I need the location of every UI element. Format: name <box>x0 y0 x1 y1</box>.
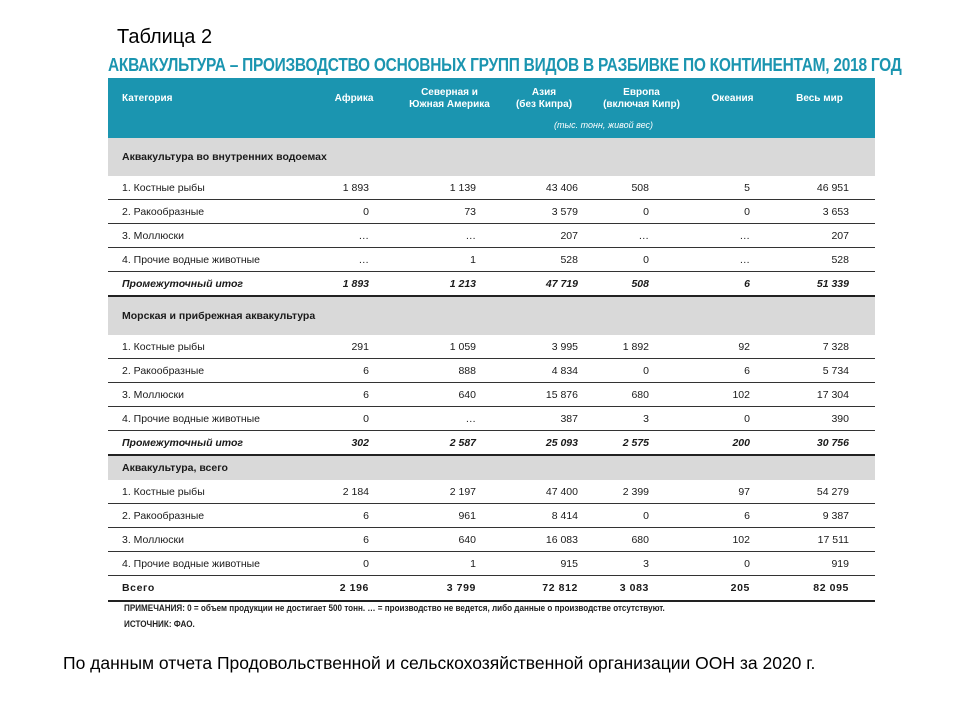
cell-asia: 915 <box>506 552 582 576</box>
cell-europe: 0 <box>582 359 701 383</box>
cell-world: 390 <box>764 407 875 431</box>
cell-africa: 2 196 <box>315 576 393 602</box>
cell-oceania: 200 <box>701 431 764 456</box>
cell-oceania: 5 <box>701 176 764 200</box>
cell-americas: 2 587 <box>393 431 506 456</box>
header-americas <box>393 78 506 120</box>
cell-category: 4. Прочие водные животные <box>108 552 315 576</box>
cell-category: 1. Костные рыбы <box>108 176 315 200</box>
cell-africa: … <box>315 248 393 272</box>
section-title: Аквакультура во внутренних водоемах <box>108 138 875 176</box>
cell-category: Промежуточный итог <box>108 272 315 297</box>
cell-category: 4. Прочие водные животные <box>108 407 315 431</box>
cell-oceania: … <box>701 248 764 272</box>
cell-americas: 1 139 <box>393 176 506 200</box>
table-row <box>108 480 875 504</box>
header-asia <box>506 78 582 120</box>
cell-africa: 0 <box>315 407 393 431</box>
cell-world: 17 511 <box>764 528 875 552</box>
cell-africa: 291 <box>315 335 393 359</box>
cell-oceania: 6 <box>701 504 764 528</box>
cell-category: 2. Ракообразные <box>108 359 315 383</box>
cell-africa: 0 <box>315 552 393 576</box>
units-row <box>108 120 875 138</box>
cell-category: 3. Моллюски <box>108 528 315 552</box>
table-row <box>108 176 875 200</box>
footer-caption: По данным отчета Продовольственной и сельскохозяйственной организации ООН за 2020 г. <box>63 653 816 673</box>
cell-asia: 25 093 <box>506 431 582 456</box>
cell-africa: 6 <box>315 383 393 407</box>
cell-asia: 15 876 <box>506 383 582 407</box>
cell-asia: 3 579 <box>506 200 582 224</box>
header-americas-line2: Южная Америка <box>409 99 490 110</box>
cell-oceania: 102 <box>701 383 764 407</box>
cell-oceania: 0 <box>701 200 764 224</box>
header-asia-line1: Азия <box>531 87 557 98</box>
cell-world: 30 756 <box>764 431 875 456</box>
section-header-marine <box>108 296 875 335</box>
cell-world: 528 <box>764 248 875 272</box>
table-row <box>108 200 875 224</box>
cell-europe: 508 <box>582 176 701 200</box>
cell-asia: 207 <box>506 224 582 248</box>
cell-oceania: 0 <box>701 407 764 431</box>
cell-europe: 0 <box>582 200 701 224</box>
table-header-row <box>108 78 875 120</box>
cell-americas: 1 <box>393 248 506 272</box>
cell-category: 1. Костные рыбы <box>108 335 315 359</box>
cell-africa: 1 893 <box>315 272 393 297</box>
cell-europe: … <box>582 224 701 248</box>
header-africa: Африка <box>315 78 393 120</box>
cell-europe: 1 892 <box>582 335 701 359</box>
cell-asia: 72 812 <box>506 576 582 602</box>
cell-europe: 3 083 <box>582 576 701 602</box>
cell-category: 3. Моллюски <box>108 383 315 407</box>
cell-americas: 640 <box>393 383 506 407</box>
source-text: ИСТОЧНИК: ФАО. <box>124 619 195 629</box>
cell-world: 82 095 <box>764 576 875 602</box>
cell-oceania: 0 <box>701 552 764 576</box>
header-europe-line2: (включая Кипр) <box>603 99 680 110</box>
cell-oceania: 102 <box>701 528 764 552</box>
cell-europe: 680 <box>582 528 701 552</box>
table-row <box>108 335 875 359</box>
cell-oceania: 97 <box>701 480 764 504</box>
cell-europe: 2 399 <box>582 480 701 504</box>
table-row <box>108 528 875 552</box>
cell-europe: 0 <box>582 504 701 528</box>
cell-europe: 508 <box>582 272 701 297</box>
cell-africa: … <box>315 224 393 248</box>
cell-world: 207 <box>764 224 875 248</box>
subtotal-row <box>108 431 875 456</box>
cell-category: Промежуточный итог <box>108 431 315 456</box>
table-row <box>108 383 875 407</box>
cell-americas: 73 <box>393 200 506 224</box>
cell-americas: 1 <box>393 552 506 576</box>
table-body <box>108 138 875 601</box>
cell-oceania: 6 <box>701 272 764 297</box>
cell-americas: … <box>393 224 506 248</box>
cell-europe: 3 <box>582 552 701 576</box>
data-table-container <box>108 78 875 602</box>
cell-africa: 2 184 <box>315 480 393 504</box>
slide-label: Таблица 2 <box>117 26 213 48</box>
cell-world: 5 734 <box>764 359 875 383</box>
cell-africa: 6 <box>315 528 393 552</box>
aquaculture-table <box>108 78 875 602</box>
cell-world: 919 <box>764 552 875 576</box>
cell-oceania: … <box>701 224 764 248</box>
header-asia-line2: (без Кипра) <box>515 99 573 110</box>
cell-africa: 1 893 <box>315 176 393 200</box>
cell-world: 46 951 <box>764 176 875 200</box>
cell-americas: 640 <box>393 528 506 552</box>
cell-americas: 961 <box>393 504 506 528</box>
cell-oceania: 205 <box>701 576 764 602</box>
cell-asia: 8 414 <box>506 504 582 528</box>
cell-americas: 2 197 <box>393 480 506 504</box>
cell-world: 17 304 <box>764 383 875 407</box>
cell-asia: 16 083 <box>506 528 582 552</box>
cell-asia: 4 834 <box>506 359 582 383</box>
units-spacer <box>108 120 506 138</box>
cell-americas: 1 213 <box>393 272 506 297</box>
cell-europe: 0 <box>582 248 701 272</box>
cell-category: 1. Костные рыбы <box>108 480 315 504</box>
notes-text: ПРИМЕЧАНИЯ: 0 = объем продукции не достигает 500 тонн. … = производство не ведется, либо данные о производстве отсутствуют. <box>124 603 665 613</box>
cell-europe: 680 <box>582 383 701 407</box>
header-europe-line1: Европа <box>623 87 660 98</box>
cell-asia: 387 <box>506 407 582 431</box>
header-americas-line1: Северная и <box>421 87 478 98</box>
section-header-inland <box>108 138 875 176</box>
units-spacer-right <box>701 120 875 138</box>
cell-africa: 6 <box>315 504 393 528</box>
table-title: АКВАКУЛЬТУРА – ПРОИЗВОДСТВО ОСНОВНЫХ ГРУПП ВИДОВ В РАЗБИВКЕ ПО КОНТИНЕНТАМ, 2018 ГОД <box>108 55 902 75</box>
cell-africa: 0 <box>315 200 393 224</box>
cell-oceania: 6 <box>701 359 764 383</box>
section-title: Морская и прибрежная аквакультура <box>108 296 875 335</box>
cell-world: 51 339 <box>764 272 875 297</box>
section-header-total <box>108 455 875 480</box>
subtotal-row <box>108 272 875 297</box>
table-row <box>108 248 875 272</box>
table-row <box>108 552 875 576</box>
table-row <box>108 224 875 248</box>
cell-asia: 528 <box>506 248 582 272</box>
cell-category: 3. Моллюски <box>108 224 315 248</box>
cell-category: 2. Ракообразные <box>108 504 315 528</box>
cell-americas: 888 <box>393 359 506 383</box>
table-row <box>108 504 875 528</box>
section-title: Аквакультура, всего <box>108 455 875 480</box>
cell-asia: 47 400 <box>506 480 582 504</box>
cell-africa: 302 <box>315 431 393 456</box>
header-world: Весь мир <box>764 78 875 120</box>
header-oceania: Океания <box>701 78 764 120</box>
cell-asia: 47 719 <box>506 272 582 297</box>
cell-category: 4. Прочие водные животные <box>108 248 315 272</box>
table-notes <box>124 600 665 632</box>
cell-europe: 2 575 <box>582 431 701 456</box>
cell-world: 7 328 <box>764 335 875 359</box>
header-category: Категория <box>108 78 315 120</box>
cell-asia: 43 406 <box>506 176 582 200</box>
cell-asia: 3 995 <box>506 335 582 359</box>
table-row <box>108 407 875 431</box>
units-label: (тыс. тонн, живой вес) <box>506 120 701 138</box>
cell-world: 3 653 <box>764 200 875 224</box>
cell-americas: … <box>393 407 506 431</box>
cell-world: 9 387 <box>764 504 875 528</box>
cell-oceania: 92 <box>701 335 764 359</box>
cell-category: 2. Ракообразные <box>108 200 315 224</box>
cell-europe: 3 <box>582 407 701 431</box>
total-row <box>108 576 875 602</box>
cell-americas: 3 799 <box>393 576 506 602</box>
cell-world: 54 279 <box>764 480 875 504</box>
header-europe <box>582 78 701 120</box>
table-row <box>108 359 875 383</box>
cell-americas: 1 059 <box>393 335 506 359</box>
cell-category: Всего <box>108 576 315 602</box>
cell-africa: 6 <box>315 359 393 383</box>
